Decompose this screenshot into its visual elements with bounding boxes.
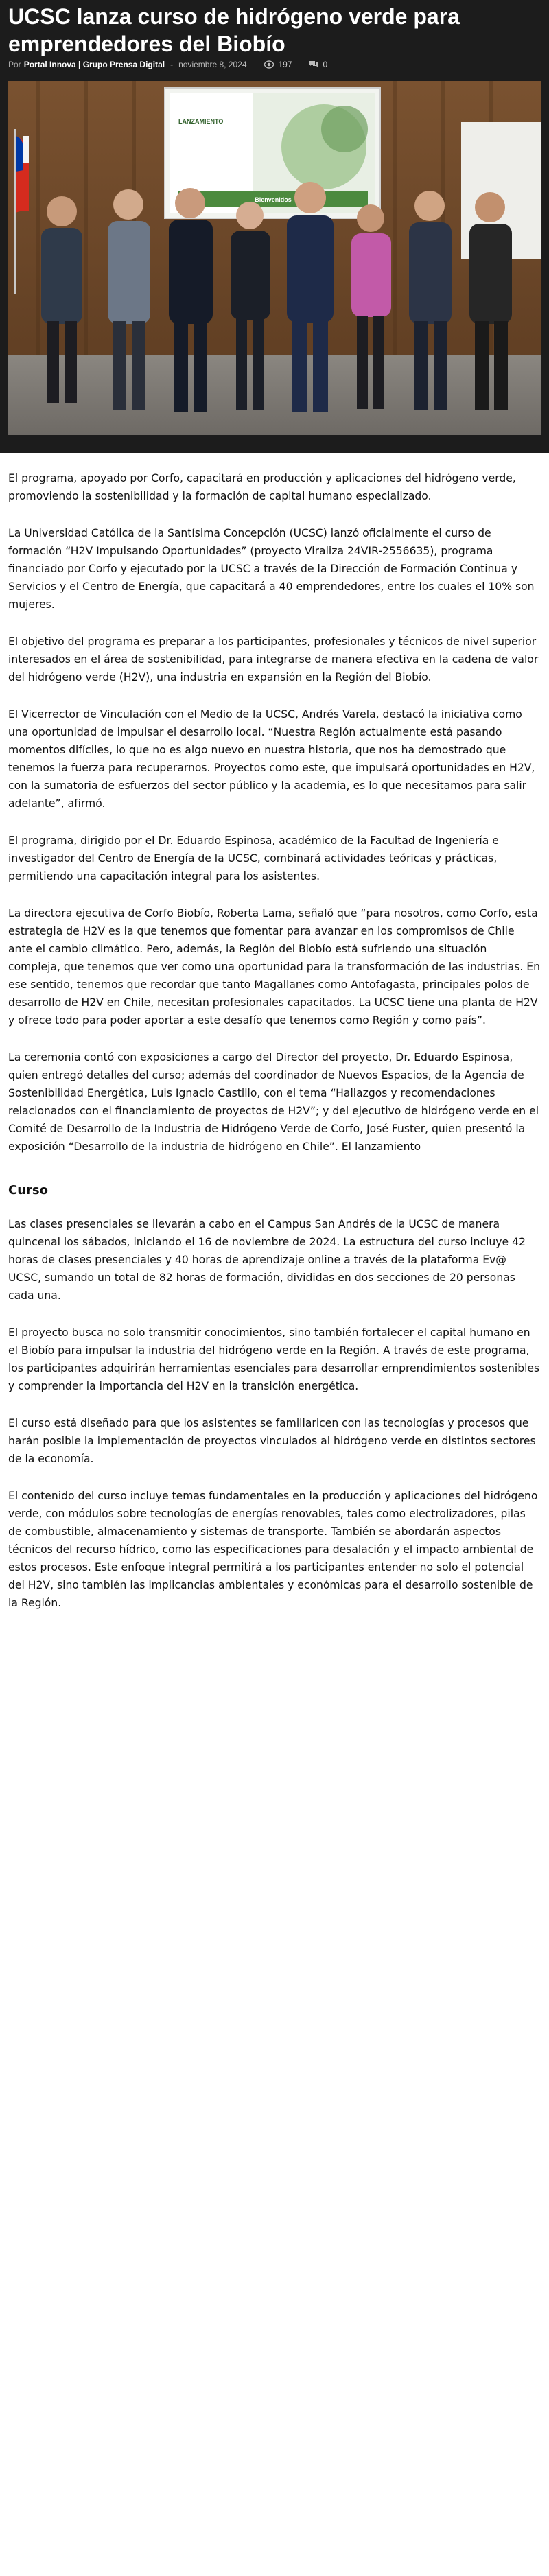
group-photo-illustration — [8, 81, 541, 435]
screen-footer: Bienvenidos — [255, 196, 292, 203]
article-header — [0, 0, 549, 453]
paragraph-lead: El programa, apoyado por Corfo, capacitará en producción y aplicaciones del hidrógeno verde, promoviendo la sostenibilidad y la formación de capital humano especializado. — [8, 472, 516, 502]
paragraph: El proyecto busca no solo transmitir conocimientos, sino también fortalecer el capital humano en el Biobío para impulsar la industria del hidrógeno verde en la Región. A través de este programa, los participantes adquirirán herramientas esenciales para desarrollar emprendimientos sostenibles y comprender la importancia del H2V en la transición energética. — [8, 1326, 540, 1392]
paragraph: Las clases presenciales se llevarán a cabo en el Campus San Andrés de la UCSC de manera quincenal los sábados, iniciando el 16 de noviembre de 2024. La estructura del curso incluye 42 horas de clases presenciales y 40 horas de aprendizaje online a través de la plataforma Ev@ UCSC, sumando un total de 82 horas de formación, divididas en dos secciones de 20 personas cada una. — [8, 1218, 526, 1302]
featured-photo — [8, 81, 541, 435]
paragraph: La directora ejecutiva de Corfo Biobío, Roberta Lama, señaló que “para nosotros, como Corfo, esta estrategia de H2V es la que tenemos que fomentar para avanzar en los compromisos de Chile ante el cambio climático. Pero, además, la Región del Biobío está sufriendo una situación compleja, que tenemos que ver como una oportunidad para la transformación de las industrias. En ese sentido, tenemos que recordar que tanto Magallanes como Antofagasta, principales polos de desarrollo de H2V en Chile, necesitan profesionales capacitados. La UCSC tiene una planta de H2V y ofrece todo para poder aportar a este desafío que tenemos como Región y como país”. — [8, 907, 541, 1027]
paragraph: El objetivo del programa es preparar a los participantes, profesionales y técnicos de nivel superior interesados en el área de sostenibilidad, para integrarse de manera efectiva en la cadena de valor del hidrógeno verde (H2V), una industria en expansión en la Región del Biobío. — [8, 635, 539, 683]
by-label: Por — [8, 60, 21, 69]
comments-count: 0 — [323, 60, 328, 69]
views-count: 197 — [278, 60, 292, 69]
comments-icon — [309, 60, 319, 69]
article-meta — [8, 58, 327, 71]
article-title: UCSC lanza curso de hidrógeno verde para emprendedores del Biobío — [8, 4, 460, 56]
paragraph: El curso está diseñado para que los asistentes se familiaricen con las tecnologías y procesos que harán posible la implementación de proyectos vinculados al hidrógeno verde en distintos sectores de la economía. — [8, 1417, 536, 1465]
paragraph: La Universidad Católica de la Santísima Concepción (UCSC) lanzó oficialmente el curso de formación “H2V Impulsando Oportunidades” (proyecto Viraliza 24VIR-2556635), programa financiado por Corfo y ejecutado por la UCSC a través de la Dirección de Formación Continua y Servicios y el Centro de Energía, que capacitará a 40 emprendedores, entre los cuales el 10% son mujeres. — [8, 527, 535, 611]
paragraph: El contenido del curso incluye temas fundamentales en la producción y aplicaciones del hidrógeno verde, con módulos sobre tecnologías de energías renovables, tales como electrolizadores, pilas de combustible, almacenamiento y sistemas de transporte. También se abordarán aspectos técnicos del recurso hídrico, como las especificaciones para desalación y el impacto ambiental de estos procesos. Este enfoque integral permitirá a los participantes entender no solo el potencial del H2V, sino también las implicancias ambientales y económicas para el desarrollo sostenible de la Región. — [8, 1490, 538, 1609]
author-link[interactable]: Portal Innova | Grupo Prensa Digital — [23, 60, 165, 69]
views-counter — [264, 60, 292, 69]
paragraph: La ceremonia contó con exposiciones a cargo del Director del proyecto, Dr. Eduardo Espinosa, quien entregó detalles del curso; además del coordinador de Nuevos Espacios, de la Agencia de Sostenibilidad Energética, Luis Ignacio Castillo, con el tema “Hallazgos y recomendaciones relacionados con el financiamiento de proyectos de H2V”; y del ejecutivo de hidrógeno verde en el Comité de Desarrollo de la Industria de Hidrógeno Verde de Corfo, José Fuster, quien presentó la exposición “Desarrollo de la industria de hidrógeno en Chile”. El lanzamiento — [8, 1051, 539, 1153]
article-body — [0, 453, 549, 1156]
paragraph: El programa, dirigido por el Dr. Eduardo Espinosa, académico de la Facultad de Ingeniería e investigador del Centro de Energía de la UCSC, combinará actividades teóricas y prácticas, permitiendo una capacitación integral para los asistentes. — [8, 834, 499, 882]
section-heading: Curso — [8, 1183, 48, 1197]
meta-separator: - — [170, 60, 174, 69]
publish-date: noviembre 8, 2024 — [178, 60, 247, 69]
comments-counter[interactable] — [309, 60, 328, 69]
eye-icon — [264, 60, 274, 69]
paragraph: El Vicerrector de Vinculación con el Medio de la UCSC, Andrés Varela, destacó la iniciativa como una oportunidad de impulsar el desarrollo local. “Nuestra Región actualmente está pasando momentos difíciles, lo que no es algo nuevo en nuestra historia, que nos ha demostrado que tenemos la fuerza para recuperarnos. Proyectos como este, que impulsará oportunidades en H2V, con la sumatoria de esfuerzos del sector público y la academia, es lo que necesitamos para salir adelante”, afirmó. — [8, 708, 535, 810]
screen-heading: LANZAMIENTO — [178, 118, 224, 125]
article-body-course — [0, 1182, 549, 1612]
